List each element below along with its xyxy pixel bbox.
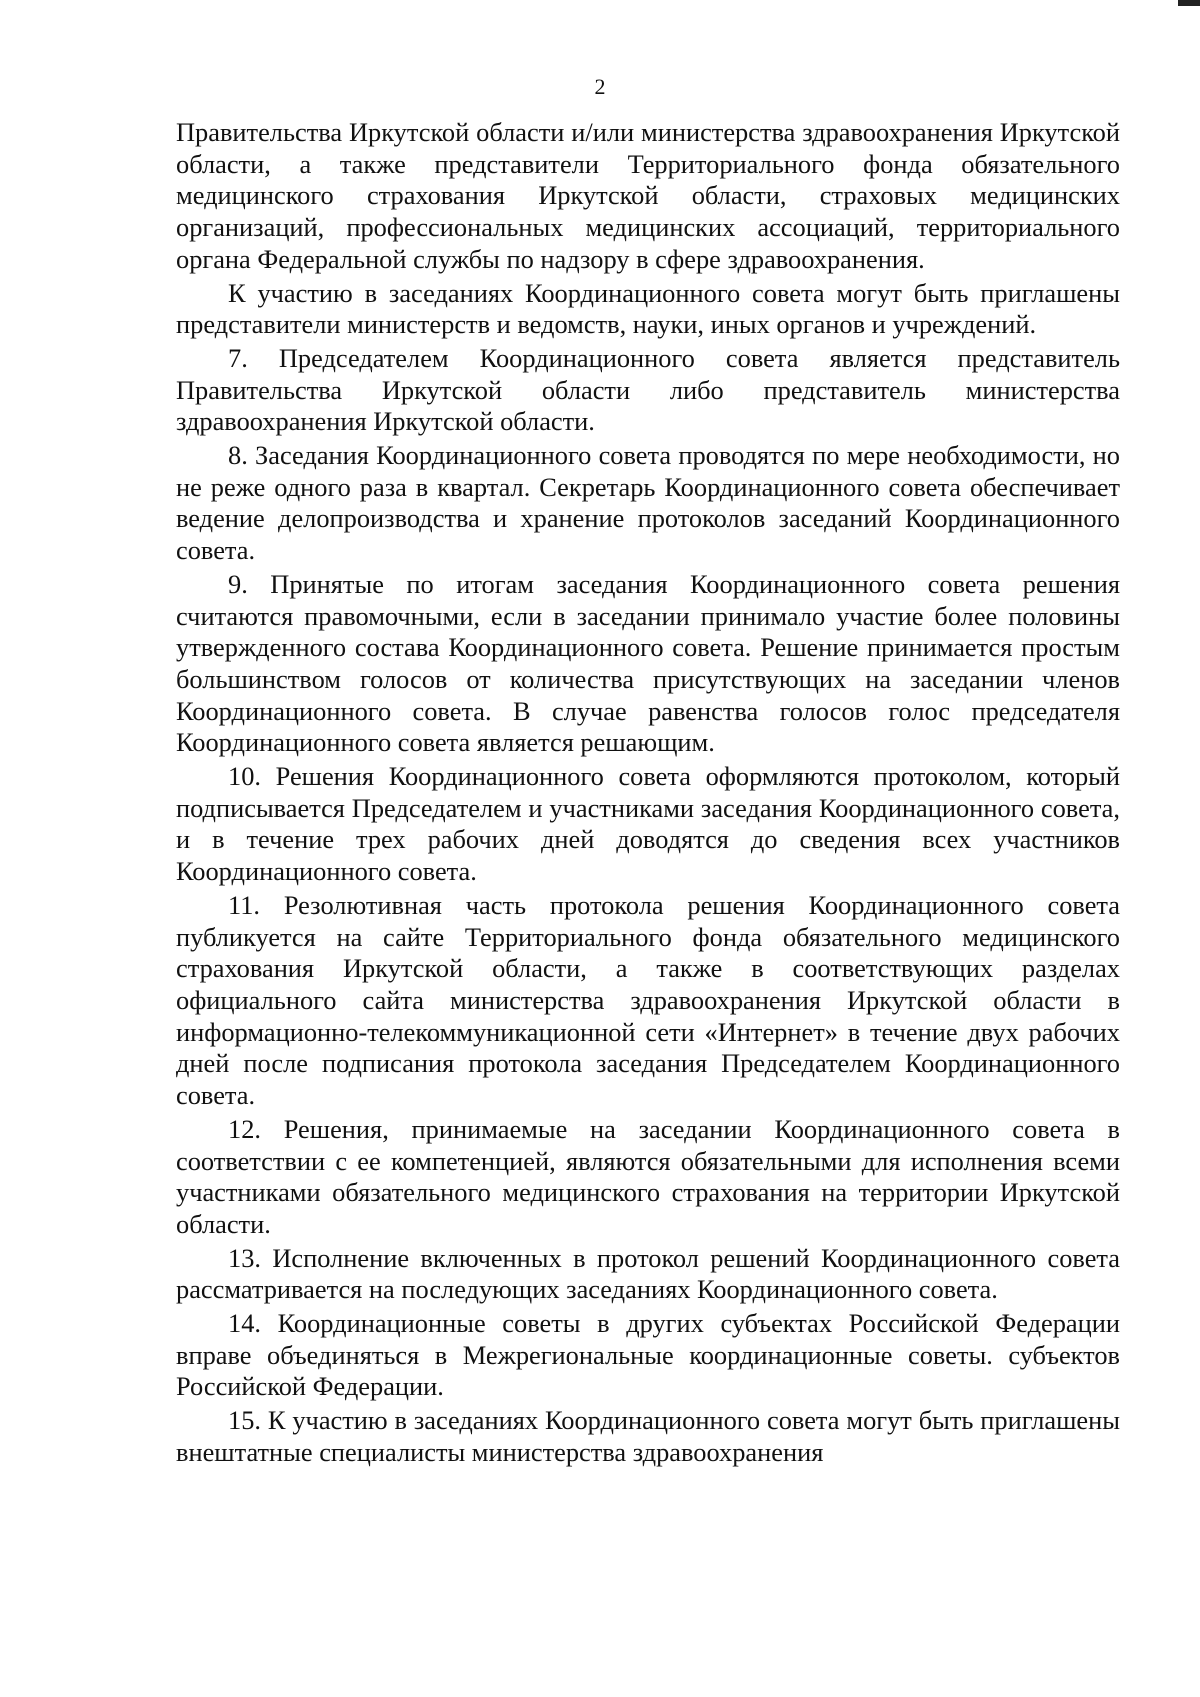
scan-corner-mark bbox=[1178, 0, 1200, 6]
page-number: 2 bbox=[594, 74, 606, 99]
paragraph-15: 15. К участию в заседаниях Координационного совета могут быть приглашены внештатные специалисты министерства здравоохранения bbox=[176, 1405, 1120, 1467]
paragraph-12: 12. Решения, принимаемые на заседании Координационного совета в соответствии с ее компетенцией, являются обязательными для исполнения всеми участниками обязательного медицинского страхования на территории Иркутской области. bbox=[176, 1113, 1120, 1239]
paragraph-7: 7. Председателем Координационного совета является представитель Правительства Иркутской области либо представитель министерства здравоохранения Иркутской области. bbox=[176, 342, 1120, 437]
paragraph-10: 10. Решения Координационного совета оформляются протоколом, который подписывается Председателем и участниками заседания Координационного совета, и в течение трех рабочих дней доводятся до сведения всех участников Координационного совета. bbox=[176, 761, 1120, 887]
document-body bbox=[176, 117, 1120, 1471]
paragraph-9: 9. Принятые по итогам заседания Координационного совета решения считаются правомочными, если в заседании принимало участие более половины утвержденного состава Координационного совета. Решение принимается простым большинством голосов от количества присутствующих на заседании членов Координационного совета. В случае равенства голосов голос председателя Координационного совета является решающим. bbox=[176, 568, 1120, 758]
paragraph-13: 13. Исполнение включенных в протокол решений Координационного совета рассматривается на последующих заседаниях Координационного совета. bbox=[176, 1242, 1120, 1305]
paragraph-continuation: Правительства Иркутской области и/или министерства здравоохранения Иркутской области, а также представители Территориального фонда обязательного медицинского страхования Иркутской области, страховых медицинских организаций, профессиональных медицинских ассоциаций, территориального органа Федеральной службы по надзору в сфере здравоохранения. bbox=[176, 117, 1120, 274]
paragraph-invitees: К участию в заседаниях Координационного совета могут быть приглашены представители министерств и ведомств, науки, иных органов и учреждений. bbox=[176, 277, 1120, 340]
paragraph-14: 14. Координационные советы в других субъектах Российской Федерации вправе объединяться в Межрегиональные координационные советы. субъектов Российской Федерации. bbox=[176, 1308, 1120, 1402]
paragraph-8: 8. Заседания Координационного совета проводятся по мере необходимости, но не реже одного раза в квартал. Секретарь Координационного совета обеспечивает ведение делопроизводства и хранение протоколов заседаний Координационного совета. bbox=[176, 440, 1120, 566]
paragraph-11: 11. Резолютивная часть протокола решения Координационного совета публикуется на сайте Территориального фонда обязательного медицинского страхования Иркутской области, а также в соответствующих разделах официального сайта министерства здравоохранения Иркутской области в информационно-телекоммуникационной сети «Интернет» в течение двух рабочих дней после подписания протокола заседания Председателем Координационного совета. bbox=[176, 889, 1120, 1111]
